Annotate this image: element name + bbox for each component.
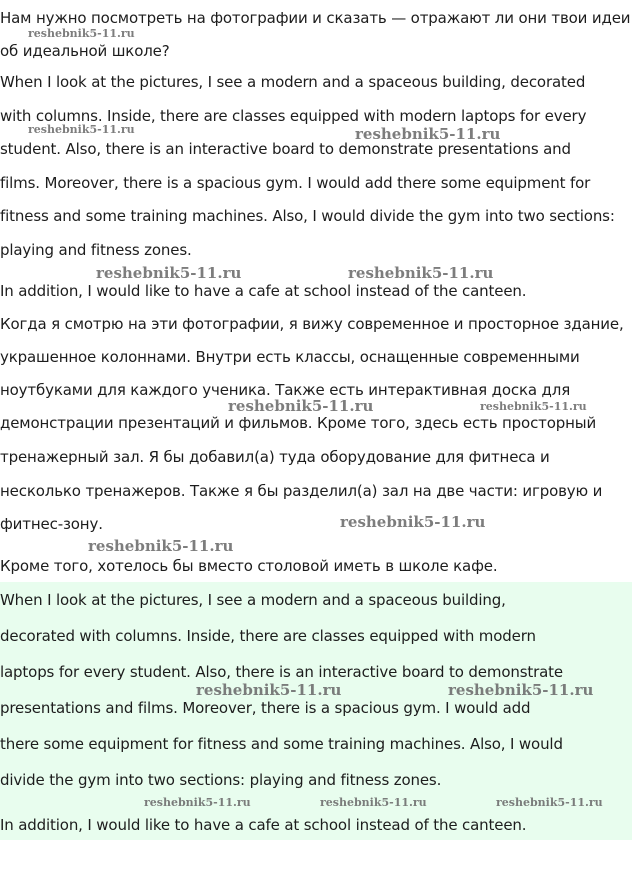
english-answer-line: fitness and some training machines. Also, I would divide the gym into two sections: xyxy=(0,207,615,225)
watermark: reshebnik5-11.ru xyxy=(355,125,501,143)
highlighted-answer-line: divide the gym into two sections: playing and fitness zones. xyxy=(0,771,442,789)
intro-line: Нам нужно посмотреть на фотографии и сказать — отражают ли они твои идеи xyxy=(0,9,631,27)
watermark: reshebnik5-11.ru xyxy=(28,27,135,40)
watermark: reshebnik5-11.ru xyxy=(88,537,234,555)
highlighted-answer-line: there some equipment for fitness and some training machines. Also, I would xyxy=(0,735,563,753)
highlighted-answer-line: In addition, I would like to have a cafe at school instead of the canteen. xyxy=(0,816,527,834)
watermark: reshebnik5-11.ru xyxy=(96,264,242,282)
english-answer-line: When I look at the pictures, I see a modern and a spaceous building, decorated xyxy=(0,73,586,91)
watermark: reshebnik5-11.ru xyxy=(448,681,594,699)
russian-translation-line: фитнес-зону. xyxy=(0,515,103,533)
intro-line: об идеальной школе? xyxy=(0,42,170,60)
russian-translation-line: Когда я смотрю на эти фотографии, я вижу современное и просторное здание, xyxy=(0,315,624,333)
english-answer-line: with columns. Inside, there are classes equipped with modern laptops for every xyxy=(0,107,587,125)
russian-translation-line: демонстрации презентаций и фильмов. Кроме того, здесь есть просторный xyxy=(0,414,597,432)
english-answer-line: playing and fitness zones. xyxy=(0,241,192,259)
russian-translation-line: несколько тренажеров. Также я бы разделил(а) зал на две части: игровую и xyxy=(0,482,603,500)
watermark: reshebnik5-11.ru xyxy=(228,397,374,415)
highlighted-answer-line: decorated with columns. Inside, there are classes equipped with modern xyxy=(0,627,536,645)
russian-translation-line: украшенное колоннами. Внутри есть классы, оснащенные современными xyxy=(0,348,580,366)
highlighted-answer-line: laptops for every student. Also, there is an interactive board to demonstrate xyxy=(0,663,563,681)
watermark: reshebnik5-11.ru xyxy=(144,796,251,809)
watermark: reshebnik5-11.ru xyxy=(28,123,135,136)
russian-translation-line: Кроме того, хотелось бы вместо столовой иметь в школе кафе. xyxy=(0,557,498,575)
russian-translation-line: тренажерный зал. Я бы добавил(а) туда оборудование для фитнеса и xyxy=(0,448,550,466)
highlighted-answer-line: When I look at the pictures, I see a modern and a spaceous building, xyxy=(0,591,506,609)
watermark: reshebnik5-11.ru xyxy=(348,264,494,282)
english-answer-line: films. Moreover, there is a spacious gym. I would add there some equipment for xyxy=(0,174,591,192)
english-answer-line: student. Also, there is an interactive board to demonstrate presentations and xyxy=(0,140,571,158)
watermark: reshebnik5-11.ru xyxy=(496,796,603,809)
watermark: reshebnik5-11.ru xyxy=(480,400,587,413)
watermark: reshebnik5-11.ru xyxy=(340,513,486,531)
russian-translation-line: ноутбуками для каждого ученика. Также есть интерактивная доска для xyxy=(0,381,571,399)
highlighted-answer-line: presentations and films. Moreover, there is a spacious gym. I would add xyxy=(0,699,531,717)
english-answer-line: In addition, I would like to have a cafe at school instead of the canteen. xyxy=(0,282,527,300)
watermark: reshebnik5-11.ru xyxy=(196,681,342,699)
watermark: reshebnik5-11.ru xyxy=(320,796,427,809)
